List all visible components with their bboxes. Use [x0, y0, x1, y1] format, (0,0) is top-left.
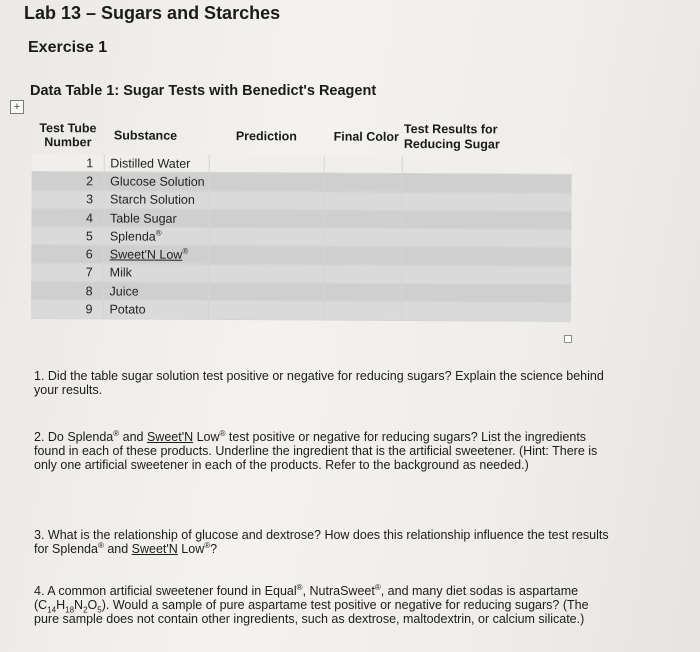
cell-prediction[interactable]	[208, 264, 323, 283]
header-test-tube-number: Test Tube Number	[39, 121, 97, 150]
question-4: 4. A common artificial sweetener found in Equal®, NutraSweet®, and many diet sodas is aspartame $(C_{14}H_{18}N_2O_5)$. Would a sample of pure aspartame test positive or negative for reducing sugars? (The pure sample does not contain other ingredients, such as dextrose, maltodextrin, or calcium silicate.)	[34, 582, 589, 626]
header-test-results: Test Results for Reducing Sugar	[403, 121, 500, 152]
cell-final-color[interactable]	[324, 192, 402, 211]
question-1: 1. Did the table sugar solution test positive or negative for reducing sugars? Explain the science behind your results.	[34, 369, 604, 397]
cell-test-tube-number: 5	[31, 227, 103, 246]
cell-prediction[interactable]	[208, 246, 323, 265]
cell-substance: Juice	[103, 282, 208, 301]
table-resize-handle[interactable]	[564, 335, 572, 343]
cell-test-tube-number: 1	[32, 154, 104, 172]
cell-test-result[interactable]	[401, 229, 571, 248]
cell-substance: Sweet'N Low®	[103, 245, 208, 264]
cell-prediction[interactable]	[208, 228, 323, 247]
cell-substance: Splenda®	[103, 227, 208, 246]
cell-test-result[interactable]	[401, 210, 571, 229]
table-row	[31, 300, 571, 321]
cell-final-color[interactable]	[324, 156, 402, 174]
cell-test-tube-number: 9	[31, 300, 103, 319]
cell-prediction[interactable]	[208, 301, 323, 320]
cell-final-color[interactable]	[324, 173, 402, 192]
cell-final-color[interactable]	[323, 301, 401, 320]
cell-substance: Distilled Water	[104, 154, 209, 172]
cell-test-tube-number: 7	[31, 263, 103, 282]
cell-test-result[interactable]	[401, 265, 571, 284]
cell-prediction[interactable]	[208, 209, 323, 228]
cell-substance: Milk	[103, 264, 208, 283]
cell-substance: Table Sugar	[103, 209, 208, 228]
cell-test-tube-number: 2	[32, 172, 104, 191]
cell-test-tube-number: 6	[31, 245, 103, 264]
cell-prediction[interactable]	[208, 283, 323, 302]
table-title: Data Table 1: Sugar Tests with Benedict's Reagent	[30, 83, 377, 99]
cell-test-tube-number: 8	[31, 282, 103, 301]
cell-substance: Starch Solution	[104, 190, 209, 209]
cell-test-result[interactable]	[402, 174, 572, 193]
question-3: 3. What is the relationship of glucose and dextrose? How does this relationship influence the test results for Splenda® and Sweet'N Low®?	[34, 528, 609, 556]
cell-prediction[interactable]	[209, 191, 324, 210]
table-move-handle-icon[interactable]: +	[10, 100, 24, 114]
question-2: 2. Do Splenda® and Sweet'N Low® test positive or negative for reducing sugars? List the ingredients found in each of these products. Underline the ingredient that is the artificial sweetener. (Hint: There is only one artificial sweetener in each of the products. Refer to the background as needed.)	[34, 428, 598, 472]
header-substance: Substance	[113, 128, 178, 143]
header-final-color: Final Color	[333, 129, 399, 144]
cell-final-color[interactable]	[323, 247, 401, 266]
cell-test-result[interactable]	[402, 192, 572, 211]
cell-final-color[interactable]	[323, 210, 401, 229]
exercise-title: Exercise 1	[28, 39, 108, 56]
cell-test-result[interactable]	[402, 156, 572, 175]
cell-test-result[interactable]	[401, 247, 571, 266]
cell-substance: Glucose Solution	[104, 172, 209, 191]
cell-test-result[interactable]	[401, 284, 571, 303]
cell-prediction[interactable]	[209, 173, 324, 192]
table-header-row	[32, 116, 572, 157]
lab-title: Lab 13 – Sugars and Starches	[24, 3, 281, 23]
cell-final-color[interactable]	[323, 283, 401, 302]
cell-prediction[interactable]	[209, 155, 324, 173]
cell-substance: Potato	[103, 300, 208, 319]
cell-final-color[interactable]	[323, 228, 401, 247]
cell-test-tube-number: 3	[32, 190, 104, 209]
cell-test-result[interactable]	[401, 302, 571, 321]
cell-final-color[interactable]	[323, 265, 401, 284]
header-prediction: Prediction	[235, 129, 297, 144]
sugar-tests-table	[31, 116, 572, 321]
cell-test-tube-number: 4	[31, 208, 103, 227]
